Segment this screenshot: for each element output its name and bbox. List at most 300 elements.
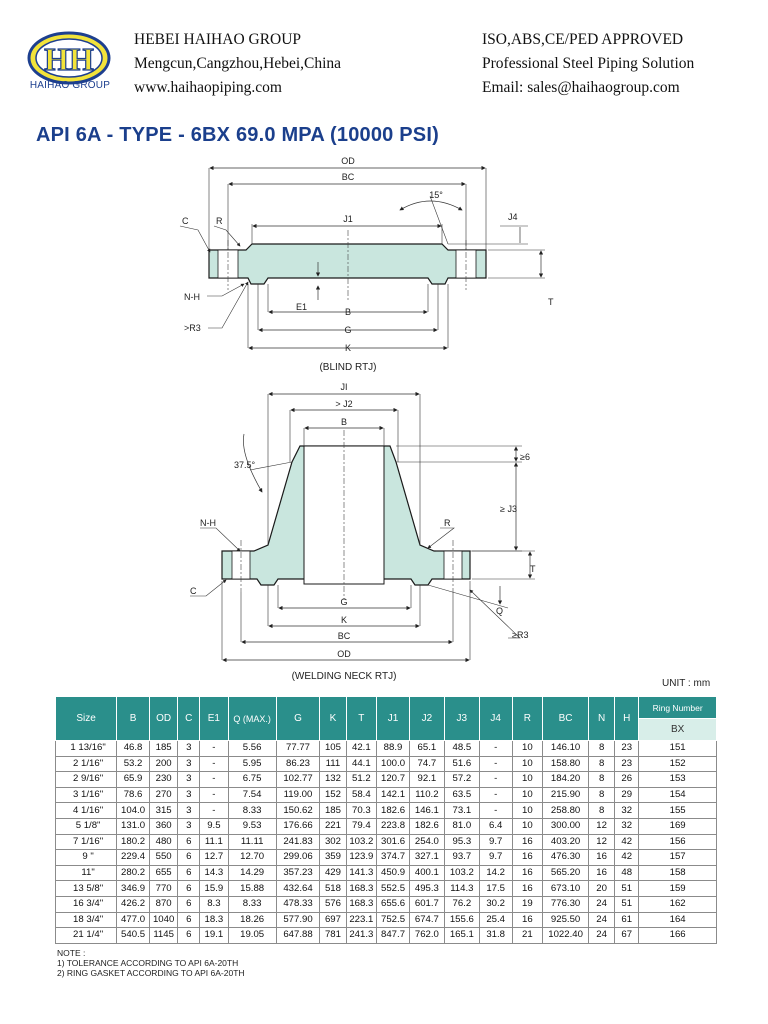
table-cell: 123.9 xyxy=(346,850,377,866)
table-cell: - xyxy=(479,803,512,819)
table-cell: 24 xyxy=(589,912,615,928)
table-cell: 360 xyxy=(149,818,177,834)
table-cell: 6 xyxy=(178,896,200,912)
col-g: G xyxy=(276,697,320,741)
label-bc: BC xyxy=(341,172,355,182)
blind-flange-body xyxy=(209,244,486,284)
table-cell: 762.0 xyxy=(409,928,444,944)
table-cell: 3 xyxy=(178,741,200,757)
table-cell: 565.20 xyxy=(543,865,589,881)
table-cell: 925.50 xyxy=(543,912,589,928)
label-od: OD xyxy=(337,649,351,659)
table-cell: 302 xyxy=(320,834,346,850)
table-cell: 93.7 xyxy=(444,850,479,866)
table-cell: 229.4 xyxy=(117,850,150,866)
unit-label: UNIT : mm xyxy=(662,678,711,689)
size-cell: 7 1/16" xyxy=(56,834,117,850)
table-cell: 78.6 xyxy=(117,787,150,803)
table-cell: 9.53 xyxy=(228,818,276,834)
table-cell: 16 xyxy=(589,865,615,881)
label-ji: JI xyxy=(340,382,348,392)
table-cell: 70.3 xyxy=(346,803,377,819)
table-cell: - xyxy=(479,756,512,772)
note-1: 1) TOLERANCE ACCORDING TO API 6A-20TH xyxy=(57,958,239,968)
col-h: H xyxy=(615,697,639,741)
label-r: R xyxy=(216,216,223,226)
table-cell: 374.7 xyxy=(377,850,410,866)
notes xyxy=(57,948,245,978)
table-cell: 25.4 xyxy=(479,912,512,928)
table-cell: 110.2 xyxy=(409,787,444,803)
table-cell: 518 xyxy=(320,881,346,897)
table-cell: 429 xyxy=(320,865,346,881)
table-cell: 16 xyxy=(512,881,543,897)
table-cell: 1040 xyxy=(149,912,177,928)
table-cell: 18.26 xyxy=(228,912,276,928)
size-cell: 3 1/16" xyxy=(56,787,117,803)
table-cell: 10 xyxy=(512,741,543,757)
table-cell: 180.2 xyxy=(117,834,150,850)
label-j1: J1 xyxy=(343,214,353,224)
table-cell: 24 xyxy=(589,896,615,912)
table-cell: 18.3 xyxy=(200,912,228,928)
table-cell: 88.9 xyxy=(377,741,410,757)
table-cell: 76.2 xyxy=(444,896,479,912)
table-cell: - xyxy=(200,756,228,772)
table-cell: - xyxy=(200,803,228,819)
table-cell: 480 xyxy=(149,834,177,850)
table-cell: 17.5 xyxy=(479,881,512,897)
table-cell: 223.1 xyxy=(346,912,377,928)
table-cell: 184.20 xyxy=(543,772,589,788)
company-address: Mengcun,Cangzhou,Hebei,China xyxy=(134,55,342,72)
table-cell: 9.7 xyxy=(479,834,512,850)
label-b: B xyxy=(340,417,348,427)
table-cell: 159 xyxy=(639,881,717,897)
table-cell: 51 xyxy=(615,896,639,912)
table-cell: 42 xyxy=(615,850,639,866)
table-cell: 5.95 xyxy=(228,756,276,772)
table-row xyxy=(56,741,717,757)
dimension-table xyxy=(55,696,717,944)
table-cell: 1022.40 xyxy=(543,928,589,944)
table-row xyxy=(56,787,717,803)
table-cell: 11.1 xyxy=(200,834,228,850)
table-cell: 31.8 xyxy=(479,928,512,944)
table-cell: - xyxy=(479,741,512,757)
table-cell: 10 xyxy=(512,756,543,772)
table-cell: 478.33 xyxy=(276,896,320,912)
label-nh: N-H xyxy=(200,518,216,528)
table-cell: 870 xyxy=(149,896,177,912)
table-cell: 781 xyxy=(320,928,346,944)
notes-heading: NOTE : xyxy=(57,948,86,958)
table-row xyxy=(56,850,717,866)
table-cell: 42.1 xyxy=(346,741,377,757)
table-cell: 576 xyxy=(320,896,346,912)
table-cell: 16 xyxy=(512,850,543,866)
table-cell: 168.3 xyxy=(346,896,377,912)
col-bc: BC xyxy=(543,697,589,741)
table-cell: 24 xyxy=(589,928,615,944)
table-cell: 403.20 xyxy=(543,834,589,850)
size-cell: 11" xyxy=(56,865,117,881)
table-cell: 21 xyxy=(512,928,543,944)
table-cell: 8.3 xyxy=(200,896,228,912)
table-cell: 81.0 xyxy=(444,818,479,834)
label-t: T xyxy=(548,297,554,307)
table-cell: 29 xyxy=(615,787,639,803)
email-text[interactable]: Email: sales@haihaogroup.com xyxy=(482,79,680,96)
table-row xyxy=(56,834,717,850)
slogan-text: Professional Steel Piping Solution xyxy=(482,55,695,72)
blind-flange-drawing xyxy=(180,156,554,373)
col-j1: J1 xyxy=(377,697,410,741)
table-cell: 3 xyxy=(178,803,200,819)
table-cell: 241.83 xyxy=(276,834,320,850)
size-cell: 18 3/4" xyxy=(56,912,117,928)
table-cell: 95.3 xyxy=(444,834,479,850)
table-cell: 3 xyxy=(178,818,200,834)
table-cell: 176.66 xyxy=(276,818,320,834)
table-cell: 655 xyxy=(149,865,177,881)
table-cell: 114.3 xyxy=(444,881,479,897)
col-j4: J4 xyxy=(479,697,512,741)
table-cell: 270 xyxy=(149,787,177,803)
table-cell: 146.1 xyxy=(409,803,444,819)
table-cell: 20 xyxy=(589,881,615,897)
table-cell: 131.0 xyxy=(117,818,150,834)
table-cell: 6 xyxy=(178,850,200,866)
table-cell: 357.23 xyxy=(276,865,320,881)
table-cell: 153 xyxy=(639,772,717,788)
table-row xyxy=(56,818,717,834)
table-cell: 254.0 xyxy=(409,834,444,850)
table-cell: 8 xyxy=(589,803,615,819)
table-cell: 770 xyxy=(149,881,177,897)
table-cell: 46.8 xyxy=(117,741,150,757)
table-cell: 19 xyxy=(512,896,543,912)
table-cell: 30.2 xyxy=(479,896,512,912)
table-cell: 8.33 xyxy=(228,896,276,912)
label-r3: ≥R3 xyxy=(512,630,529,640)
label-j4: J4 xyxy=(508,212,518,222)
table-cell: 6 xyxy=(178,928,200,944)
table-cell: 847.7 xyxy=(377,928,410,944)
table-row xyxy=(56,881,717,897)
table-cell: 182.6 xyxy=(409,818,444,834)
table-cell: - xyxy=(200,772,228,788)
table-cell: 104.0 xyxy=(117,803,150,819)
table-cell: 1145 xyxy=(149,928,177,944)
table-cell: 185 xyxy=(149,741,177,757)
table-cell: 103.2 xyxy=(346,834,377,850)
table-cell: 16 xyxy=(512,865,543,881)
table-cell: 44.1 xyxy=(346,756,377,772)
table-cell: 111 xyxy=(320,756,346,772)
table-cell: 14.29 xyxy=(228,865,276,881)
table-cell: 12 xyxy=(589,818,615,834)
table-cell: 154 xyxy=(639,787,717,803)
table-cell: 8 xyxy=(589,756,615,772)
table-cell: 674.7 xyxy=(409,912,444,928)
company-website[interactable]: www.haihaopiping.com xyxy=(134,79,282,96)
size-cell: 16 3/4" xyxy=(56,896,117,912)
table-row xyxy=(56,928,717,944)
company-name: HEBEI HAIHAO GROUP xyxy=(134,31,302,48)
table-cell: - xyxy=(479,772,512,788)
table-cell: 752.5 xyxy=(377,912,410,928)
table-cell: 426.2 xyxy=(117,896,150,912)
page-title: API 6A - TYPE - 6BX 69.0 MPA (10000 PSI) xyxy=(36,124,439,146)
label-j2: > J2 xyxy=(335,399,353,409)
col-j3: J3 xyxy=(444,697,479,741)
label-k: K xyxy=(340,615,348,625)
table-cell: 647.88 xyxy=(276,928,320,944)
table-cell: 166 xyxy=(639,928,717,944)
table-cell: 400.1 xyxy=(409,865,444,881)
table-cell: 299.06 xyxy=(276,850,320,866)
table-cell: 86.23 xyxy=(276,756,320,772)
table-cell: 450.9 xyxy=(377,865,410,881)
table-cell: 74.7 xyxy=(409,756,444,772)
table-cell: 601.7 xyxy=(409,896,444,912)
label-ge6: ≥6 xyxy=(520,452,530,462)
table-cell: 120.7 xyxy=(377,772,410,788)
table-cell: 3 xyxy=(178,756,200,772)
table-cell: 152 xyxy=(320,787,346,803)
table-cell: 92.1 xyxy=(409,772,444,788)
table-cell: 48.5 xyxy=(444,741,479,757)
table-cell: 300.00 xyxy=(543,818,589,834)
table-cell: 51 xyxy=(615,881,639,897)
label-od: OD xyxy=(341,156,355,166)
table-cell: 301.6 xyxy=(377,834,410,850)
table-cell: 150.62 xyxy=(276,803,320,819)
table-cell: 32 xyxy=(615,803,639,819)
col-ring-bx: BX xyxy=(639,719,717,741)
table-cell: 540.5 xyxy=(117,928,150,944)
table-cell: 221 xyxy=(320,818,346,834)
table-cell: 6.4 xyxy=(479,818,512,834)
size-cell: 2 9/16" xyxy=(56,772,117,788)
table-cell: 12.7 xyxy=(200,850,228,866)
table-cell: 105 xyxy=(320,741,346,757)
table-cell: 155.6 xyxy=(444,912,479,928)
col-c: C xyxy=(178,697,200,741)
table-cell: 10 xyxy=(512,803,543,819)
table-cell: 146.10 xyxy=(543,741,589,757)
col-r: R xyxy=(512,697,543,741)
table-cell: 697 xyxy=(320,912,346,928)
table-cell: 48 xyxy=(615,865,639,881)
table-cell: 258.80 xyxy=(543,803,589,819)
table-cell: 63.5 xyxy=(444,787,479,803)
table-cell: 10 xyxy=(512,818,543,834)
label-k: K xyxy=(344,343,352,353)
table-cell: 8.33 xyxy=(228,803,276,819)
table-cell: 8 xyxy=(589,741,615,757)
label-q: Q xyxy=(496,606,504,616)
table-cell: 119.00 xyxy=(276,787,320,803)
logo-text: HH xyxy=(44,41,94,77)
table-row xyxy=(56,912,717,928)
table-cell: 32 xyxy=(615,818,639,834)
table-cell: 215.90 xyxy=(543,787,589,803)
table-cell: 26 xyxy=(615,772,639,788)
table-cell: 6 xyxy=(178,881,200,897)
table-cell: 6 xyxy=(178,834,200,850)
table-cell: - xyxy=(479,787,512,803)
table-cell: 100.0 xyxy=(377,756,410,772)
label-angle-37: 37.5° xyxy=(234,460,256,470)
table-cell: 10 xyxy=(512,772,543,788)
size-cell: 5 1/8" xyxy=(56,818,117,834)
approval-text: ISO,ABS,CE/PED APPROVED xyxy=(482,31,684,48)
table-cell: 7.54 xyxy=(228,787,276,803)
table-cell: 359 xyxy=(320,850,346,866)
table-cell: 6 xyxy=(178,865,200,881)
table-cell: 15.88 xyxy=(228,881,276,897)
col-b: B xyxy=(117,697,150,741)
table-cell: 477.0 xyxy=(117,912,150,928)
table-cell: 142.1 xyxy=(377,787,410,803)
table-cell: 79.4 xyxy=(346,818,377,834)
col-ring-number: Ring Number xyxy=(639,697,717,719)
table-cell: 8 xyxy=(589,772,615,788)
table-cell: 552.5 xyxy=(377,881,410,897)
size-cell: 13 5/8" xyxy=(56,881,117,897)
size-cell: 9 " xyxy=(56,850,117,866)
label-angle-15: 15° xyxy=(429,190,443,200)
table-cell: 6.75 xyxy=(228,772,276,788)
table-cell: 61 xyxy=(615,912,639,928)
table-cell: 346.9 xyxy=(117,881,150,897)
table-cell: 12 xyxy=(589,834,615,850)
table-cell: 5.56 xyxy=(228,741,276,757)
size-cell: 1 13/16" xyxy=(56,741,117,757)
table-cell: 19.05 xyxy=(228,928,276,944)
table-row xyxy=(56,803,717,819)
table-cell: 230 xyxy=(149,772,177,788)
col-j2: J2 xyxy=(409,697,444,741)
col-size: Size xyxy=(56,697,117,741)
table-cell: 14.3 xyxy=(200,865,228,881)
label-g: G xyxy=(340,597,348,607)
size-cell: 2 1/16" xyxy=(56,756,117,772)
table-cell: 9.7 xyxy=(479,850,512,866)
table-cell: 10 xyxy=(512,787,543,803)
table-cell: 16 xyxy=(512,834,543,850)
col-od: OD xyxy=(149,697,177,741)
table-cell: 51.2 xyxy=(346,772,377,788)
label-j3: ≥ J3 xyxy=(500,504,517,514)
label-r3: >R3 xyxy=(184,323,201,333)
table-cell: 655.6 xyxy=(377,896,410,912)
table-cell: 168.3 xyxy=(346,881,377,897)
table-row xyxy=(56,772,717,788)
table-cell: - xyxy=(200,787,228,803)
size-cell: 4 1/16" xyxy=(56,803,117,819)
label-c: C xyxy=(190,586,197,596)
table-cell: 3 xyxy=(178,787,200,803)
table-cell: 53.2 xyxy=(117,756,150,772)
label-t: T xyxy=(530,564,536,574)
table-cell: 51.6 xyxy=(444,756,479,772)
table-cell: 152 xyxy=(639,756,717,772)
size-cell: 21 1/4" xyxy=(56,928,117,944)
table-cell: 495.3 xyxy=(409,881,444,897)
table-cell: 65.1 xyxy=(409,741,444,757)
col-t: T xyxy=(346,697,377,741)
table-cell: 327.1 xyxy=(409,850,444,866)
table-cell: 577.90 xyxy=(276,912,320,928)
table-cell: 156 xyxy=(639,834,717,850)
table-cell: 19.1 xyxy=(200,928,228,944)
table-row xyxy=(56,865,717,881)
welding-caption: (WELDING NECK RTJ) xyxy=(291,671,397,682)
table-cell: 23 xyxy=(615,756,639,772)
table-cell: 241.3 xyxy=(346,928,377,944)
welding-neck-flange-drawing xyxy=(190,382,536,682)
table-cell: 77.77 xyxy=(276,741,320,757)
table-cell: 315 xyxy=(149,803,177,819)
blind-caption: (BLIND RTJ) xyxy=(319,362,377,373)
table-cell: 6 xyxy=(178,912,200,928)
table-cell: 141.3 xyxy=(346,865,377,881)
table-cell: 155 xyxy=(639,803,717,819)
table-cell: 132 xyxy=(320,772,346,788)
table-cell: 223.8 xyxy=(377,818,410,834)
table-cell: 11.11 xyxy=(228,834,276,850)
col-k: K xyxy=(320,697,346,741)
table-cell: 158 xyxy=(639,865,717,881)
table-cell: 158.80 xyxy=(543,756,589,772)
table-cell: 157 xyxy=(639,850,717,866)
table-cell: 65.9 xyxy=(117,772,150,788)
note-2: 2) RING GASKET ACCORDING TO API 6A-20TH xyxy=(57,968,245,978)
table-cell: 182.6 xyxy=(377,803,410,819)
col-e1: E1 xyxy=(200,697,228,741)
table-row xyxy=(56,756,717,772)
label-e1: E1 xyxy=(296,302,308,312)
table-cell: 169 xyxy=(639,818,717,834)
col-q: Q (MAX.) xyxy=(228,697,276,741)
table-body xyxy=(56,741,717,944)
table-cell: 9.5 xyxy=(200,818,228,834)
table-cell: 200 xyxy=(149,756,177,772)
table-cell: 8 xyxy=(589,787,615,803)
label-g: G xyxy=(344,325,352,335)
table-cell: 151 xyxy=(639,741,717,757)
table-cell: 73.1 xyxy=(444,803,479,819)
table-cell: 550 xyxy=(149,850,177,866)
label-b: B xyxy=(344,307,352,317)
table-cell: 14.2 xyxy=(479,865,512,881)
table-cell: 673.10 xyxy=(543,881,589,897)
table-cell: 16 xyxy=(589,850,615,866)
table-cell: 776.30 xyxy=(543,896,589,912)
table-cell: 42 xyxy=(615,834,639,850)
table-cell: 165.1 xyxy=(444,928,479,944)
label-r: R xyxy=(444,518,451,528)
label-bc: BC xyxy=(337,631,351,641)
table-cell: 162 xyxy=(639,896,717,912)
table-row xyxy=(56,896,717,912)
table-cell: 3 xyxy=(178,772,200,788)
table-cell: 280.2 xyxy=(117,865,150,881)
label-nh: N-H xyxy=(184,292,200,302)
